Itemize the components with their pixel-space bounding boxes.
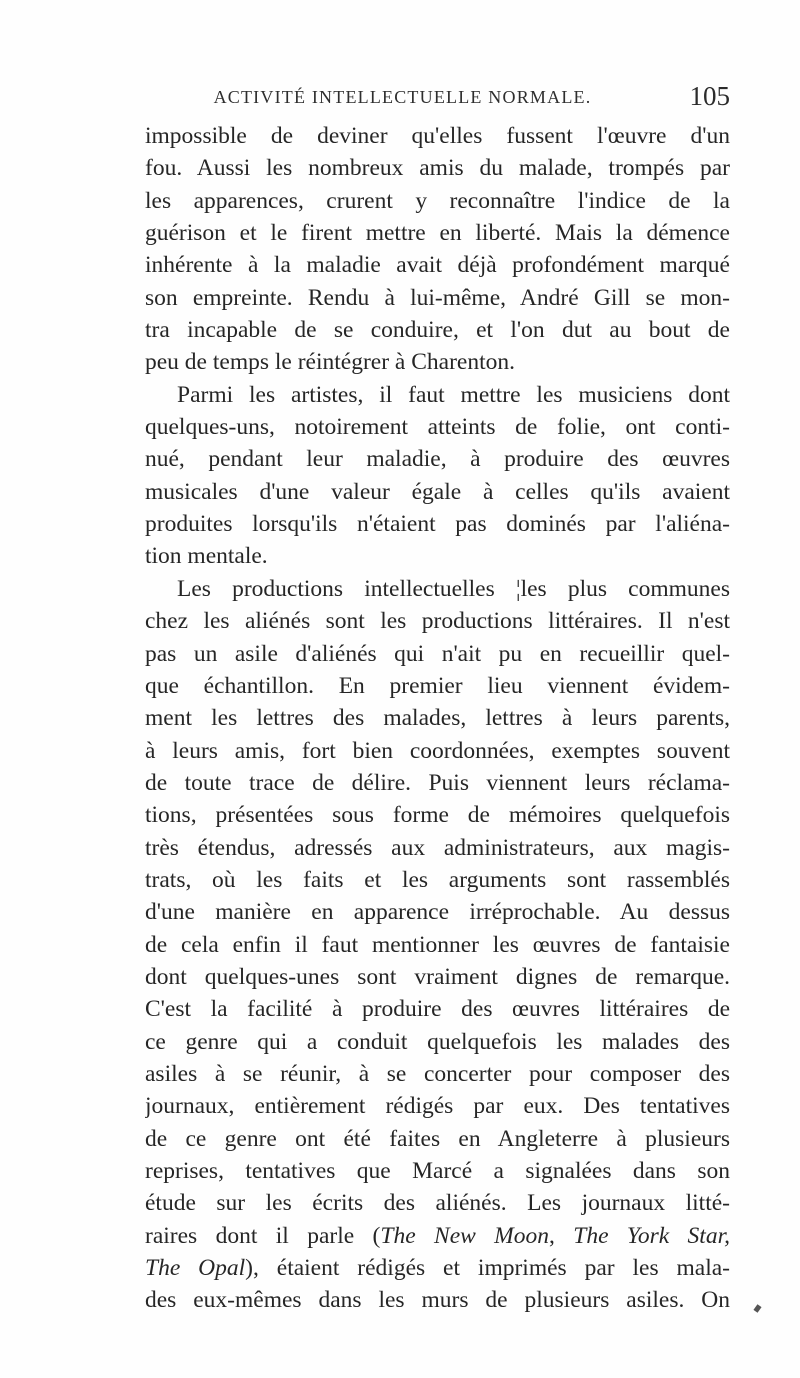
text-line: reprises, tentatives que Marcé a signalées dans son — [145, 1158, 730, 1184]
text-line-with-titles — [145, 1252, 730, 1284]
text-line: guérison et le firent mettre en liberté. Mais la démence — [145, 220, 730, 247]
text-line: de cela enfin il faut mentionner les œuvres de fantaisie — [145, 931, 730, 958]
text-line: pas un asile d'aliénés qui n'ait pu en recueillir quel- — [145, 640, 730, 667]
text-line: de ce genre ont été faites en Angleterre à plusieurs — [145, 1125, 730, 1152]
text-line: nué, pendant leur maladie, à produire des œuvres — [145, 446, 730, 473]
body-text — [145, 120, 730, 1317]
print-mark — [753, 1304, 761, 1313]
text-line: à leurs amis, fort bien coordonnées, exemptes souvent — [145, 737, 730, 764]
text-line: dont quelques-unes sont vraiment dignes de remarque. — [145, 963, 730, 990]
text-line: produites lorsqu'ils n'étaient pas dominés par l'aliéna- — [145, 511, 730, 538]
text-line: tions, présentées sous forme de mémoires quelquefois — [145, 802, 730, 829]
paragraph-start-line: Parmi les artistes, il faut mettre les musiciens dont — [177, 381, 730, 408]
text-line: ment les lettres des malades, lettres à leurs parents, — [145, 705, 730, 732]
text-line: C'est la facilité à produire des œuvres littéraires de — [145, 996, 730, 1023]
text-line: inhérente à la maladie avait déjà profondément marqué — [145, 252, 730, 279]
journal-title: The York Star, — [573, 1222, 730, 1249]
text-line: peu de temps le réintégrer à Charenton. — [145, 349, 515, 376]
text-line: son empreinte. Rendu à lui-même, André Gill se mon- — [145, 284, 730, 311]
text-line: d'une manière en apparence irréprochable. Au dessus — [145, 899, 730, 926]
text-line: ce genre qui a conduit quelquefois les malades des — [145, 1028, 730, 1055]
paragraph-start-line: Les productions intellectuelles ¦les plus communes — [177, 575, 730, 602]
text-line: de toute trace de délire. Puis viennent leurs réclama- — [145, 769, 730, 796]
page-number: 105 — [689, 81, 730, 111]
text-line: trats, où les faits et les arguments sont rassemblés — [145, 866, 730, 893]
text-fragment: raires dont il parle ( — [145, 1222, 381, 1249]
running-title: ACTIVITÉ INTELLECTUELLE NORMALE. — [213, 87, 592, 107]
text-line: fou. Aussi les nombreux amis du malade, trompés par — [145, 155, 730, 182]
text-line: tion mentale. — [145, 543, 268, 570]
text-fragment: , — [549, 1222, 574, 1249]
text-line: journaux, entièrement rédigés par eux. Des tentatives — [145, 1093, 730, 1120]
running-header — [145, 81, 730, 117]
text-line: tra incapable de se conduire, et l'on dut au bout de — [145, 317, 730, 344]
text-line: des eux-mêmes dans les murs de plusieurs asiles. On — [145, 1287, 730, 1314]
text-line: étude sur les écrits des aliénés. Les journaux litté- — [145, 1190, 730, 1217]
journal-title: The New Moon — [380, 1222, 550, 1249]
text-line-with-titles — [145, 1220, 730, 1252]
text-line: très étendus, adressés aux administrateurs, aux magis- — [145, 834, 730, 861]
text-line: que échantillon. En premier lieu viennent évidem- — [145, 672, 730, 699]
journal-title: The Opal — [145, 1255, 246, 1282]
text-line: quelques-uns, notoirement atteints de folie, ont conti- — [145, 414, 730, 441]
text-fragment: ), étaient rédigés et imprimés par les mala- — [245, 1255, 730, 1282]
text-line: asiles à se réunir, à se concerter pour composer des — [145, 1060, 730, 1087]
text-line: chez les aliénés sont les productions littéraires. Il n'est — [145, 608, 730, 635]
text-line: musicales d'une valeur égale à celles qu'ils avaient — [145, 478, 730, 505]
text-line: les apparences, crurent y reconnaître l'indice de la — [145, 187, 730, 214]
text-line: impossible de deviner qu'elles fussent l'œuvre d'un — [145, 123, 730, 149]
